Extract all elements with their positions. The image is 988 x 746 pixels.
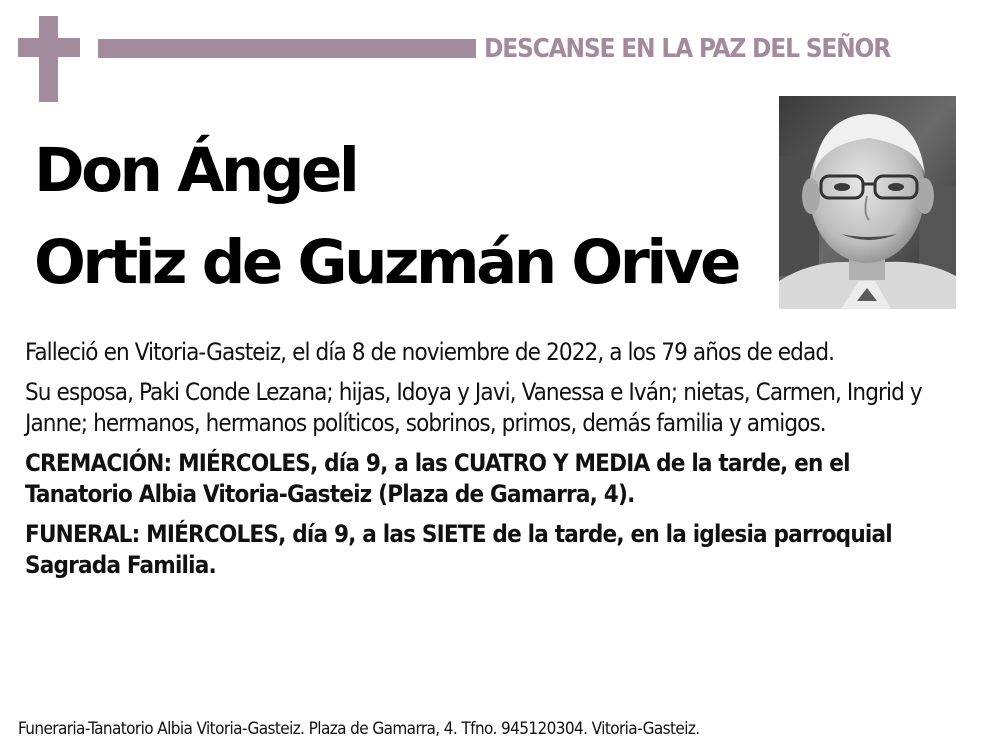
- cross-vertical-bar: [39, 16, 58, 102]
- death-notice-paragraph: Falleció en Vitoria-Gasteiz, el día 8 de noviembre de 2022, a los 79 años de edad.: [25, 338, 835, 366]
- cross-horizontal-bar: [18, 38, 80, 57]
- deceased-portrait-photo: [779, 96, 956, 309]
- header-rule: [98, 39, 476, 58]
- funeral-paragraph: FUNERAL: MIÉRCOLES, día 9, a las SIETE de la tarde, en la iglesia parroquial Sagrada Familia.: [25, 520, 892, 579]
- family-paragraph: Su esposa, Paki Conde Lezana; hijas, Idoya y Javi, Vanessa e Iván; nietas, Carmen, Ingrid y Janne; hermanos, hermanos políticos, sobrinos, primos, demás familia y amigos.: [25, 378, 922, 437]
- header-motto: DESCANSE EN LA PAZ DEL SEÑOR: [484, 34, 891, 64]
- funeral-home-footer: Funeraria-Tanatorio Albia Vitoria-Gasteiz. Plaza de Gamarra, 4. Tfno. 945120304. Vitoria-Gasteiz.: [18, 719, 700, 739]
- cremation-paragraph: CREMACIÓN: MIÉRCOLES, día 9, a las CUATRO Y MEDIA de la tarde, en el Tanatorio Albia Vitoria-Gasteiz (Plaza de Gamarra, 4).: [25, 449, 850, 508]
- deceased-name-line2: Ortiz de Guzmán Orive: [34, 227, 738, 298]
- deceased-name-line1: Don Ángel: [34, 135, 357, 206]
- portrait-photo-icon: [779, 96, 956, 309]
- notice-body: [25, 337, 955, 590]
